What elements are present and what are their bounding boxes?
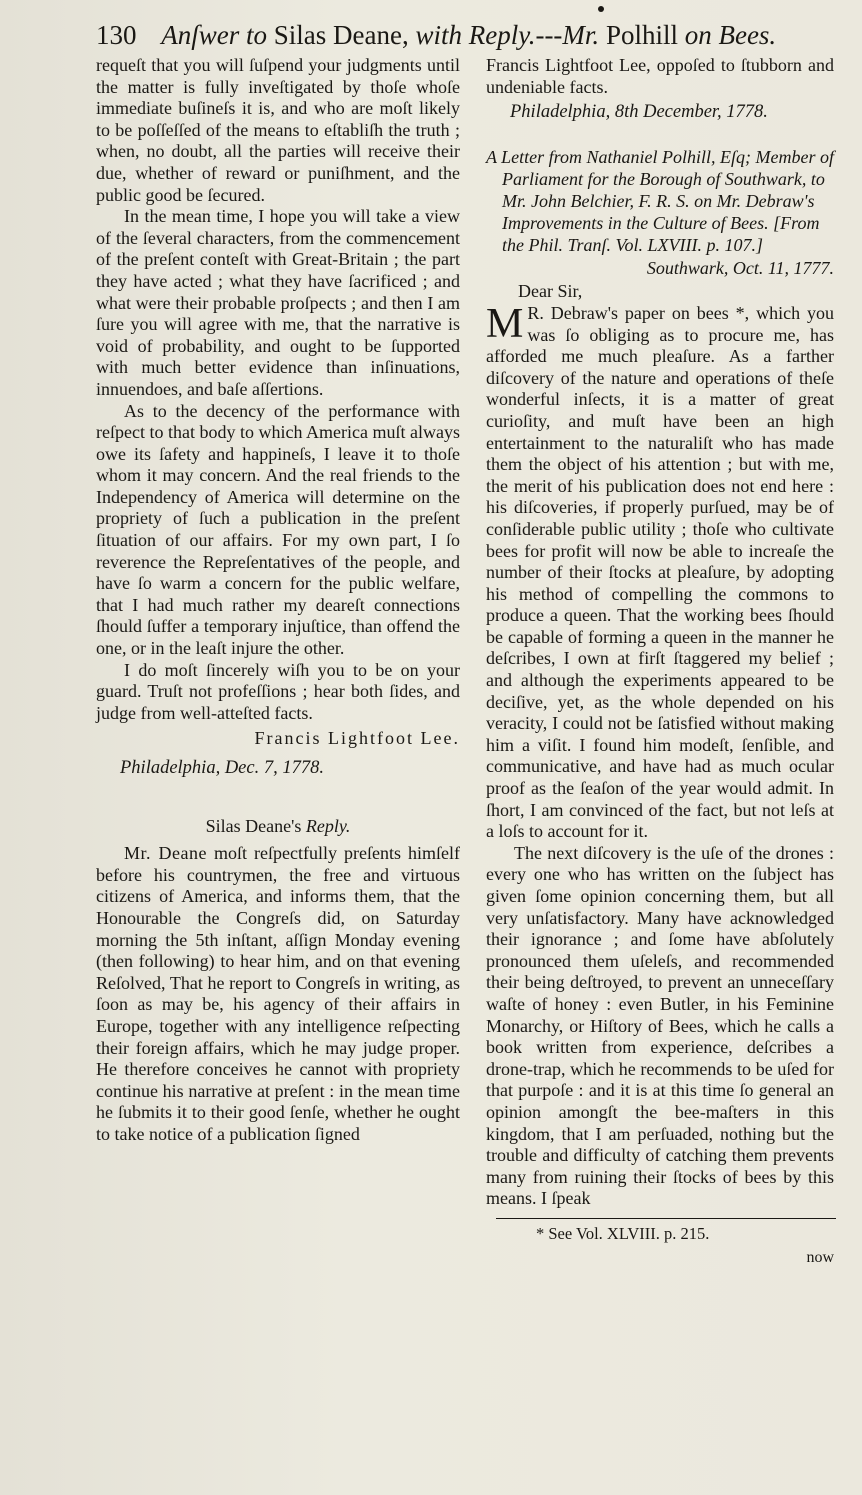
- paragraph: The next diſcovery is the uſe of the drones : every one who has written on the ſubject has given ſome opinion concerning them, but all very unſatisfactory. Many have acknowledged their ignorance ; and ſome have abſolutely pronounced them uſeleſs, and recommended their being deſtroyed, to prevent an unneceſſary waſte of honey : even Butler, in his Feminine Monarchy, or Hiſtory of Bees, which he calls a book written from experience, deſcribes a drone-trap, which he recommends to be uſed for that purpoſe : and it is at this time ſo general an opinion amongſt the bee-maſters in this kingdom, that I am perſuaded, nothing but the trouble and difficulty of catching them prevents many from ruining their ſtocks of bees by this means. I ſpeak: [486, 842, 834, 1209]
- paragraph: In the mean time, I hope you will take a view of the ſeveral characters, from the commencement of the preſent conteſt with Great-Britain ; the part they have acted ; what they have ſacrificed ; and what were their probable proſpects ; and then I am ſure you will agree with me, that the narrative is void of probability, and ought to be ſupported with much better evidence than inſinuations, innuendoes, and baſe aſſertions.: [96, 206, 460, 399]
- salutation: Dear Sir,: [518, 281, 583, 302]
- letter-body-text: R. Debraw's paper on bees *, which you was ſo obliging as to procure me, has afforded me much pleaſure. As a farther diſcovery of the nature and operations of theſe wonderful inſects, it is a matter of great curioſity, and muſt have been an high entertainment to the naturaliſt who has made them the object of his attention ; but with me, the merit of his publication does not end here : his diſcoveries, if properly purſued, may be of conſiderable public utility ; thoſe who cultivate bees for profit will now be able to increaſe the number of their ſtocks at pleaſure, by adopting his method of compelling the commons to produce a queen. That the working bees ſhould be capable of forming a queen in the manner he deſcribes, I own at firſt ſtaggered my belief ; and although the experiments appeared to be deciſive, yet, as the whole depended on his veracity, I could not be ſatisfied without making him a viſit. I found him modeſt, ſenſible, and communicative, and have had as much ocular proof as the ſeaſon of the year would admit. In ſhort, I am convinced of the fact, but not leſs at a loſs to account for it.: [486, 302, 834, 842]
- ink-dot: [598, 6, 604, 12]
- letter-place-date: Southwark, Oct. 11, 1777.: [646, 257, 834, 278]
- catchword: now: [806, 1248, 834, 1266]
- reply-title-word: Reply.: [305, 815, 351, 836]
- right-column: [486, 55, 834, 1268]
- header-name2: Polhill: [605, 20, 678, 50]
- signature: Francis Lightfoot Lee.: [254, 728, 460, 749]
- header-title-part2: with Reply.---Mr.: [415, 20, 600, 50]
- paragraph: I do moſt ſincerely wiſh you to be on your guard. Truſt not profeſſions ; hear both ſides, and judge from well-atteſted facts.: [96, 659, 460, 723]
- dateline: Philadelphia, 8th December, 1778.: [510, 102, 768, 123]
- left-column: [96, 55, 460, 1146]
- drop-cap: M: [486, 300, 524, 347]
- reply-paragraph: [96, 843, 460, 1145]
- footnote-rule: [496, 1218, 836, 1219]
- page-number: 130: [96, 20, 137, 50]
- header-title-part3: on Bees.: [684, 20, 777, 50]
- paragraph: As to the decency of the performance with reſpect to that body to which America muſt always owe its ſafety and happineſs, I leave it to thoſe whom it may concern. And the real friends to the Independency of America will determine on the propriety of ſuch a publication in the preſent ſituation of our affairs. For my own part, I ſo reverence the Repreſentatives of the people, and have ſo warm a concern for the public welfare, that I had much rather my deareſt connections ſhould ſuffer a temporary injuſtice, than offend the one, or in the leaſt injure the other.: [96, 400, 460, 659]
- letter-body: [486, 300, 834, 843]
- reply-title: [96, 816, 460, 838]
- reply-lead: Mr. Deane: [124, 843, 207, 864]
- header-title-part1: Anſwer to: [161, 20, 267, 50]
- reply-body: moſt reſpectfully preſents himſelf before his countrymen, the free and virtuous citizens of America, and informs them, that the Honourable the Congreſs did, on Saturday morning the 5th inſtant, aſſign Monday evening (then following) to hear him, and on that evening Reſolved, That he report to Congreſs in writing, as ſoon as may be, his agency of their affairs in Europe, together with any intelligence reſpecting their foreign affairs, which he may judge proper. He therefore conceives he cannot with propriety continue his narrative at preſent : in the mean time he ſubmits it to their good ſenſe, whether he ought to take notice of a publication ſigned: [96, 843, 460, 1144]
- reply-title-name: Silas Deane's: [205, 815, 302, 836]
- paragraph: Francis Lightfoot Lee, oppoſed to ſtubborn and undeniable facts.: [486, 55, 834, 97]
- footnote: * See Vol. XLVIII. p. 215.: [536, 1223, 710, 1243]
- dateline: Philadelphia, Dec. 7, 1778.: [120, 758, 324, 778]
- running-header: [96, 18, 836, 52]
- letter-heading: A Letter from Nathaniel Polhill, Eſq; Member of Parliament for the Borough of Southwark, to Mr. John Belchier, F. R. S. on Mr. Debraw's Improvements in the Culture of Bees. [From the Phil. Tranſ. Vol. LXVIII. p. 107.]: [486, 146, 834, 255]
- header-name1: Silas Deane,: [273, 20, 409, 50]
- paragraph: requeſt that you will ſuſpend your judgments until the matter is fully inveſtigated by thoſe whoſe immediate buſineſs it is, and who are moſt likely to be poſſeſſed of the means to eſtabliſh the truth ; when, no doubt, all the parties will receive their due, whether of reward or puniſhment, and the public good be ſecured.: [96, 55, 460, 205]
